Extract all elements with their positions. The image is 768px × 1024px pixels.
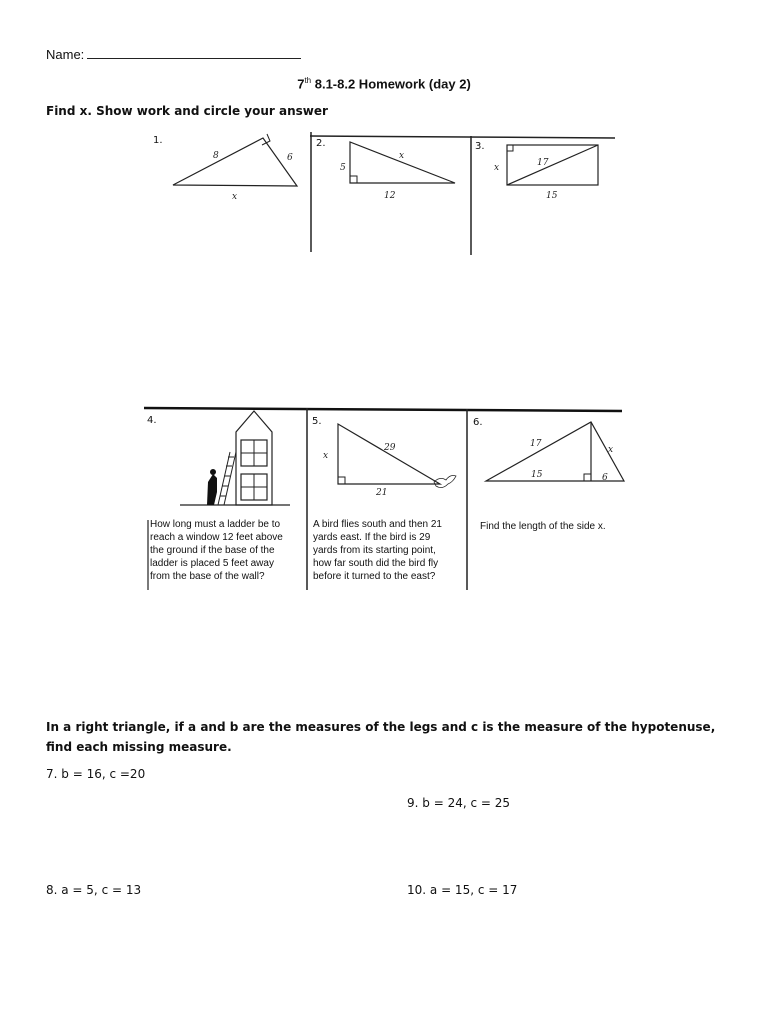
- problem-4-line: How long must a ladder be to: [150, 519, 281, 530]
- p5-right-angle-mark: [338, 477, 345, 484]
- p2-label-x: x: [399, 151, 405, 161]
- problem-6-figure: [486, 422, 624, 483]
- problem-4-line: from the base of the wall?: [150, 571, 265, 582]
- p1-right-angle-mark: [262, 134, 270, 145]
- instructions: Find x. Show work and circle your answer: [46, 104, 328, 118]
- p5-bird-drawing: [434, 476, 456, 488]
- question-7: 7. b = 16, c =20: [46, 767, 146, 781]
- p2-label-12: 12: [384, 191, 396, 201]
- section2-instructions: In a right triangle, if a and b are the measures of the legs and c is the measure of the hypotenuse, find each missing measure.: [46, 720, 716, 754]
- question-9: 9. b = 24, c = 25: [407, 796, 511, 810]
- p2-triangle: [350, 142, 455, 183]
- problem-5-number: 5.: [312, 416, 322, 427]
- p6-label-15: 15: [531, 470, 543, 480]
- problem-3-figure: [494, 145, 598, 201]
- p3-diagonal: [507, 145, 598, 185]
- title-text: 8.1-8.2 Homework (day 2): [311, 76, 471, 92]
- problem-2-number: 2.: [316, 138, 326, 149]
- p1-label-x: x: [232, 192, 238, 202]
- p3-label-17: 17: [537, 158, 549, 168]
- problem-6-line: Find the length of the side x.: [480, 521, 606, 532]
- p6-right-angle-mark: [584, 474, 591, 481]
- row1-figures: [0, 0, 768, 260]
- problem-5-line: A bird flies south and then 21: [313, 519, 442, 530]
- problem-5-line: how far south did the bird fly: [313, 558, 439, 569]
- name-label: Name:: [46, 47, 85, 62]
- p6-label-17: 17: [530, 439, 542, 449]
- problem-6-number: 6.: [473, 417, 483, 428]
- question-8: 8. a = 5, c = 13: [46, 883, 142, 897]
- title-grade: 7: [297, 76, 305, 92]
- p5-triangle: [338, 424, 440, 484]
- title-superscript: th: [304, 76, 312, 85]
- row1-top-rule: [310, 136, 615, 138]
- p1-label-8: 8: [213, 151, 219, 161]
- problem-5-line: yards from its starting point,: [313, 545, 436, 556]
- p6-label-x: x: [608, 445, 614, 455]
- p4-ladder-rail-left: [218, 452, 230, 505]
- p4-ladder-rail-right: [224, 452, 236, 505]
- p1-label-6: 6: [287, 153, 293, 163]
- p6-label-6: 6: [602, 473, 608, 483]
- p3-label-15: 15: [546, 191, 558, 201]
- p4-person-silhouette: [207, 474, 217, 505]
- p5-label-x: x: [323, 451, 329, 461]
- problem-5-figure: [323, 424, 456, 498]
- problem-4-figure: [180, 411, 290, 505]
- problem-5-text: [313, 518, 469, 583]
- problem-6-text: [480, 520, 630, 533]
- p3-right-angle-mark: [507, 145, 513, 151]
- problem-4-line: reach a window 12 feet above: [150, 532, 283, 543]
- p1-triangle: [173, 138, 297, 186]
- problem-1-figure: [173, 134, 297, 202]
- p5-label-21: 21: [376, 488, 388, 498]
- row2-top-rule: [144, 408, 622, 411]
- problem-2-figure: [340, 142, 455, 201]
- problem-5-line: yards east. If the bird is 29: [313, 532, 431, 543]
- problem-4-line: the ground if the base of the: [150, 545, 275, 556]
- problem-1-number: 1.: [153, 135, 163, 146]
- problem-4-line: ladder is placed 5 feet away: [150, 558, 274, 569]
- problem-4-text: [150, 518, 308, 583]
- p2-label-5: 5: [340, 163, 346, 173]
- p2-right-angle-mark: [350, 176, 357, 183]
- problem-3-number: 3.: [475, 141, 485, 152]
- problem-5-line: before it turned to the east?: [313, 571, 436, 582]
- problem-4-number: 4.: [147, 415, 157, 426]
- p3-label-x: x: [494, 163, 500, 173]
- p5-label-29: 29: [384, 443, 396, 453]
- question-10: 10. a = 15, c = 17: [407, 883, 518, 897]
